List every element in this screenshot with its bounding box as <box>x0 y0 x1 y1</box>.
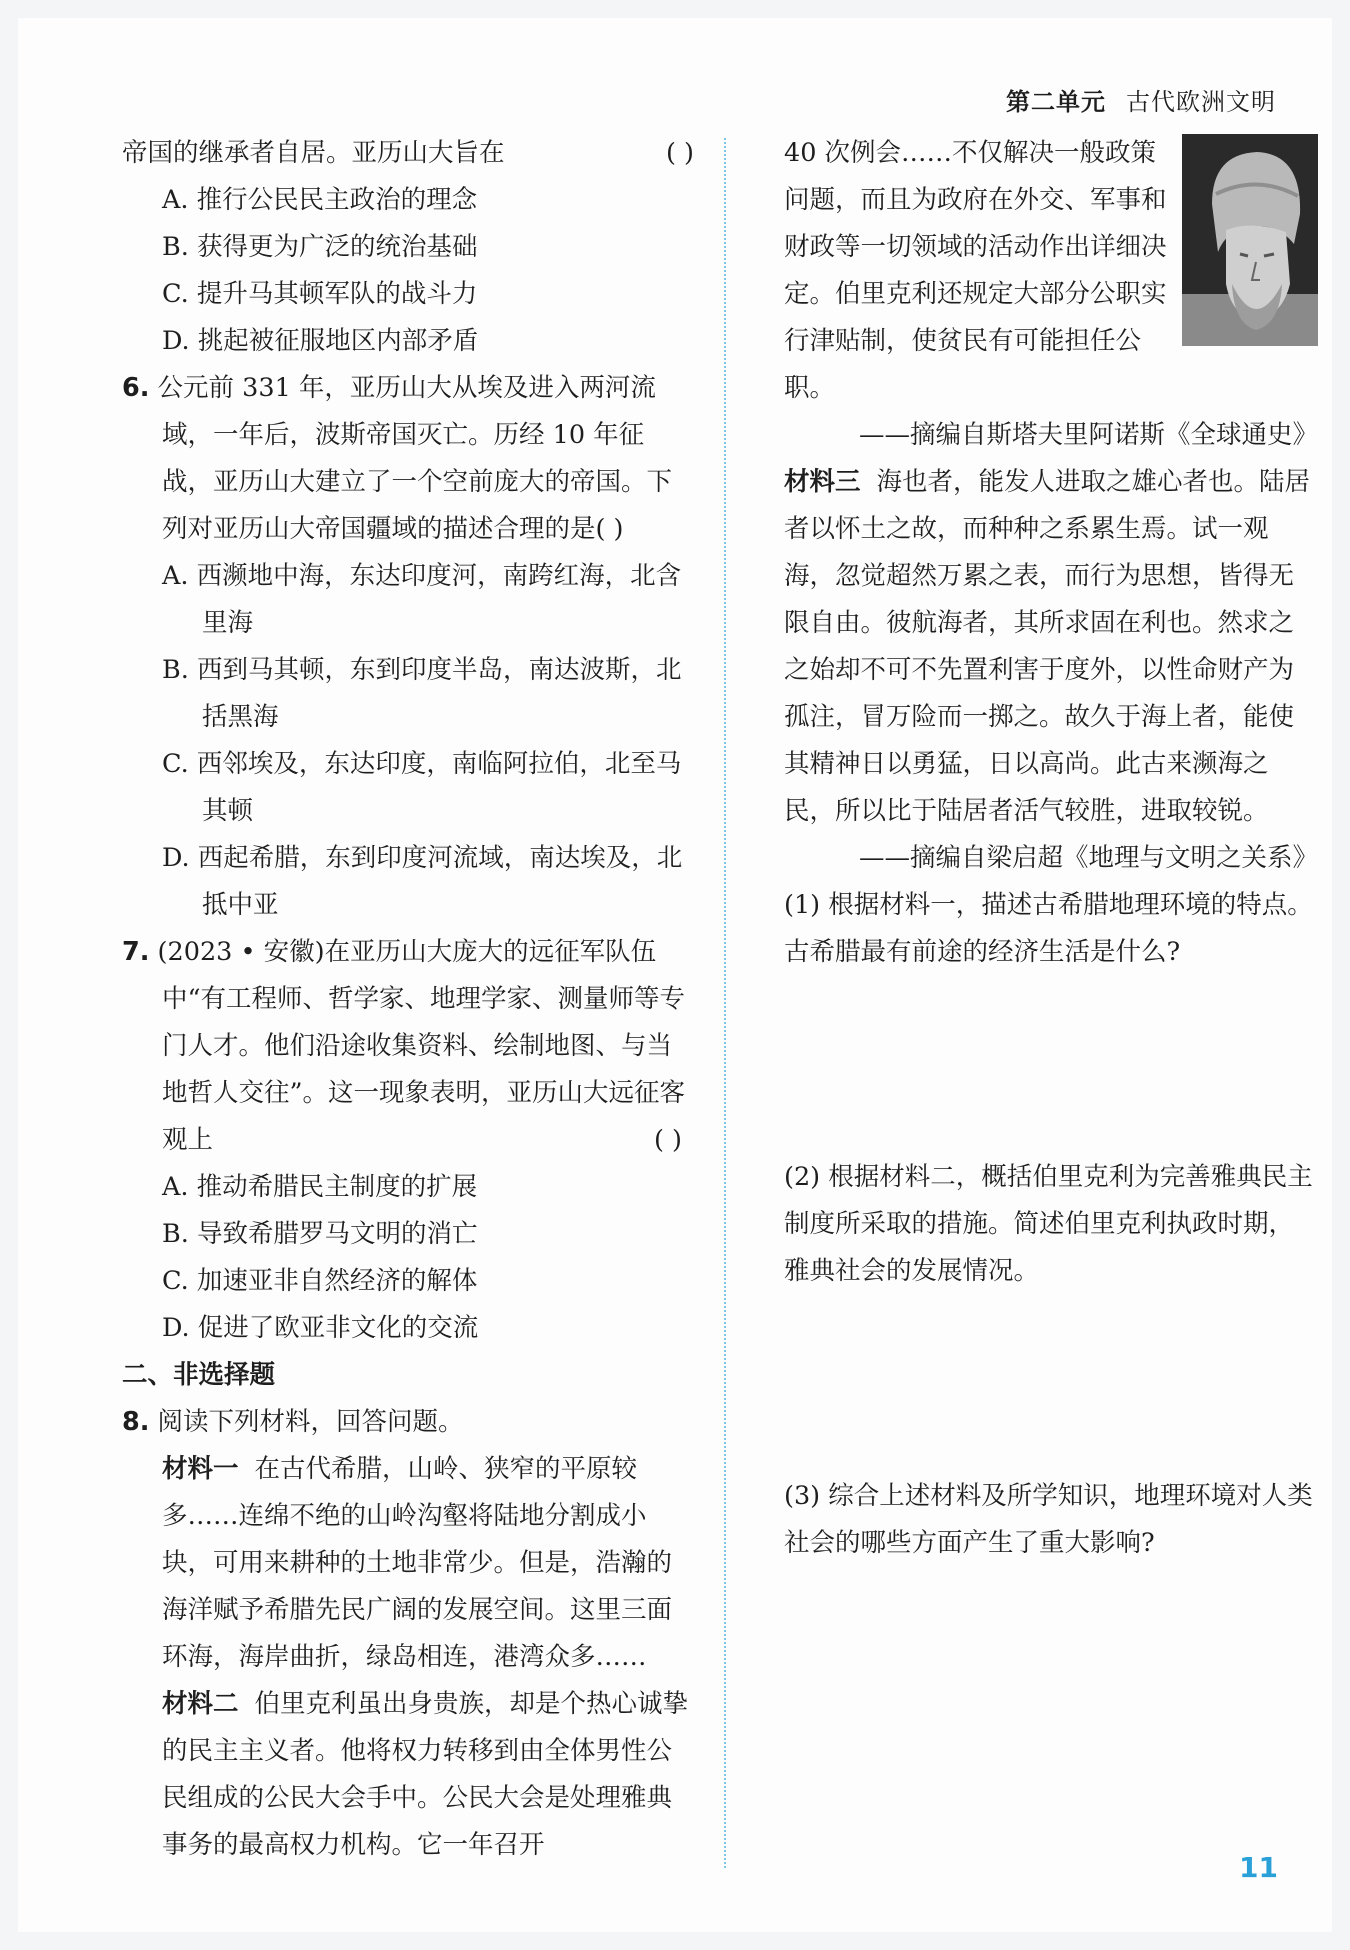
q7-option-b: B. 导致希腊罗马文明的消亡 <box>162 1219 478 1249</box>
answer-space-1[interactable] <box>784 976 1318 1154</box>
question-8-number: 8. <box>122 1407 150 1437</box>
material-1-label: 材料一 <box>162 1454 239 1484</box>
sub-question-3: (3) 综合上述材料及所学知识，地理环境对人类社会的哪些方面产生了重大影响? <box>784 1481 1313 1558</box>
answer-space-3[interactable] <box>784 1567 1318 1745</box>
material-3 <box>784 459 1318 835</box>
q5-option-a: A. 推行公民民主政治的理念 <box>162 185 478 215</box>
q7-option-c: C. 加速亚非自然经济的解体 <box>162 1266 478 1296</box>
q5-option-b: B. 获得更为广泛的统治基础 <box>162 232 478 262</box>
question-6-text: 公元前 331 年，亚历山大从埃及进入两河流域，一年后，波斯帝国灭亡。历经 10 年征战，亚历山大建立了一个空前庞大的帝国。下列对亚历山大帝国疆域的描述合理的是( ) <box>157 373 673 544</box>
material-1-text: 在古代希腊，山岭、狭窄的平原较多……连绵不绝的山岭沟壑将陆地分割成小块，可用来耕种的土地非常少。但是，浩瀚的海洋赋予希腊先民广阔的发展空间。这里三面环海，海岸曲折，绿岛相连，港湾众多…… <box>162 1454 673 1672</box>
q6-option-d: D. 西起希腊，东到印度河流域，南达埃及，北抵中亚 <box>162 843 683 920</box>
q7-option-a: A. 推动希腊民主制度的扩展 <box>162 1172 478 1202</box>
page-header <box>1006 82 1276 117</box>
answer-paren: ( ) <box>665 138 694 168</box>
left-column <box>122 130 694 1869</box>
question-7-number: 7. <box>122 937 150 967</box>
sub-question-1: (1) 根据材料一，描述古希腊地理环境的特点。古希腊最有前途的经济生活是什么? <box>784 890 1313 967</box>
material-2-source: ——摘编自斯塔夫里阿诺斯《全球通史》 <box>858 420 1318 450</box>
textbook-page <box>18 18 1332 1932</box>
q5-stem-tail: 帝国的继承者自居。亚历山大旨在 ( ) <box>122 130 694 177</box>
section-title: 二、非选择题 <box>122 1360 276 1390</box>
q6-option-c: C. 西邻埃及，东达印度，南临阿拉伯，北至马其顿 <box>162 749 682 826</box>
material-3-source: ——摘编自梁启超《地理与文明之关系》 <box>858 843 1318 873</box>
unit-label: 第二单元 <box>1006 88 1106 116</box>
q5-option-c: C. 提升马其顿军队的战斗力 <box>162 279 478 309</box>
right-column <box>784 130 1318 1745</box>
page-number: 11 <box>1239 1851 1278 1884</box>
material-3-text: 海也者，能发人进取之雄心者也。陆居者以怀土之故，而种种之系累生焉。试一观海，忽觉超然万累之表，而行为思想，皆得无限自由。彼航海者，其所求固在利也。然求之之始却不可不先置利害于度外，以性命财产为孤注，冒万险而一掷之。故久于海上者，能使其精神日以勇猛，日以高尚。此古来濒海之民，所以比于陆居者活气较胜，进取较锐。 <box>784 467 1311 826</box>
question-7-text: (2023 • 安徽)在亚历山大庞大的远征军队伍中“有工程师、哲学家、地理学家、测量师等专门人才。他们沿途收集资料、绘制地图、与当地哲人交往”。这一现象表明，亚历山大远征客观上 <box>157 937 686 1155</box>
material-3-label: 材料三 <box>784 467 861 497</box>
column-divider <box>724 138 726 1868</box>
question-6-number: 6. <box>122 373 150 403</box>
question-8 <box>122 1399 694 1446</box>
material-2-continued: 40 次例会……不仅解决一般政策问题，而且为政府在外交、军事和财政等一切领域的活动作出详细决定。伯里克利还规定大部分公职实行津贴制，使贫民有可能担任公职。 <box>784 138 1167 403</box>
material-2 <box>122 1681 694 1869</box>
q5-option-d: D. 挑起被征服地区内部矛盾 <box>162 326 479 356</box>
unit-title: 古代欧洲文明 <box>1126 88 1276 116</box>
q6-option-b: B. 西到马其顿，东到印度半岛，南达波斯，北括黑海 <box>162 655 682 732</box>
question-6 <box>122 365 694 553</box>
q6-option-a: A. 西濒地中海，东达印度河，南跨红海，北含里海 <box>162 561 682 638</box>
material-2-label: 材料二 <box>162 1689 239 1719</box>
answer-space-2[interactable] <box>784 1295 1318 1473</box>
material-2-text: 伯里克利虽出身贵族，却是个热心诚挚的民主主义者。他将权力转移到由全体男性公民组成的公民大会手中。公民大会是处理雅典事务的最高权力机构。它一年召开 <box>162 1689 689 1860</box>
question-8-text: 阅读下列材料，回答问题。 <box>157 1407 464 1437</box>
sub-question-2: (2) 根据材料二，概括伯里克利为完善雅典民主制度所采取的措施。简述伯里克利执政时期，雅典社会的发展情况。 <box>784 1162 1313 1286</box>
question-7: 7. (2023 • 安徽)在亚历山大庞大的远征军队伍中“有工程师、哲学家、地理学家、测量师等专门人才。他们沿途收集资料、绘制地图、与当地哲人交往”。这一现象表明，亚历山大远征客观上 ( ) <box>122 937 686 1155</box>
pericles-bust-image <box>1182 134 1318 346</box>
material-1 <box>122 1446 694 1681</box>
q7-option-d: D. 促进了欧亚非文化的交流 <box>162 1313 479 1343</box>
